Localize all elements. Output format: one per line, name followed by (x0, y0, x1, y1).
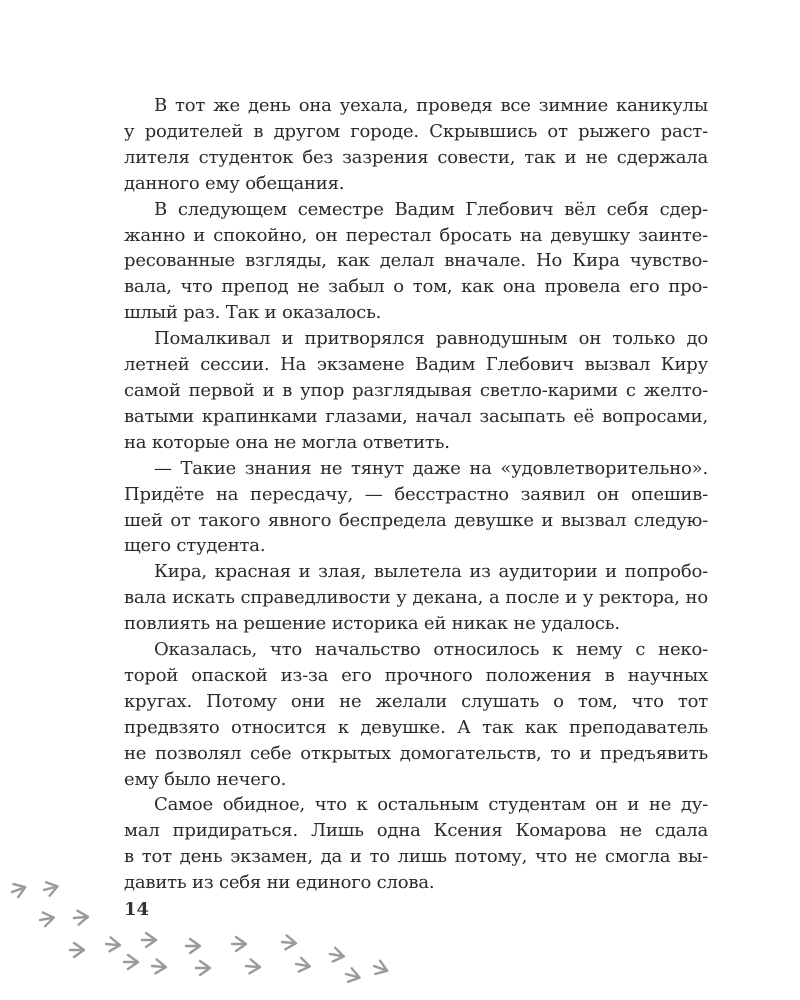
text-line: на которые она не могла ответить. (124, 431, 450, 453)
text-line: данного ему обещания. (124, 172, 345, 194)
bird-tracks-ornament (0, 870, 420, 1000)
bird-track-mark (142, 933, 156, 947)
text-line: Придёте на пересдачу, — бесстрастно заявил он опешив- (124, 483, 708, 505)
text-line: кругах. Потому они не желали слушать о том, что тот (124, 690, 708, 712)
paragraph (124, 456, 708, 560)
bird-track-mark (105, 937, 120, 952)
text-line: Самое обидное, что к остальным студентам он и не ду- (154, 794, 708, 816)
bird-track-mark (124, 955, 138, 969)
bird-track-mark (186, 939, 200, 953)
page-number: 14 (124, 899, 150, 920)
text-line: мал придираться. Лишь одна Ксения Комарова не сдала (124, 820, 708, 842)
text-line: В следующем семестре Вадим Глебович вёл себя сдер- (154, 198, 708, 220)
bird-track-mark (10, 881, 28, 899)
text-line: В тот же день она уехала, проведя все зимние каникулы (154, 95, 708, 116)
bird-track-mark (372, 959, 390, 977)
paragraph (124, 197, 708, 327)
text-line: не позволял себе открытых домогательств, то и предъявить (124, 742, 708, 764)
text-line: ему было нечего. (124, 768, 287, 790)
bird-track-mark (245, 959, 260, 974)
text-line: Кира, красная и злая, вылетела из аудитории и попробо- (154, 561, 708, 583)
body-text (124, 93, 708, 896)
text-line: предвзято относится к девушке. А так как преподаватель (124, 716, 708, 738)
text-line: торой опаской из-за его прочного положения в научных (124, 664, 708, 686)
paragraph (124, 637, 708, 792)
bird-track-mark (39, 911, 55, 927)
text-line: вала искать справедливости у декана, а после и у ректора, но (124, 587, 708, 609)
bird-track-mark (329, 947, 345, 963)
bird-track-mark (295, 957, 311, 973)
text-line: — Такие знания не тянут даже на «удовлетворительно». (154, 457, 708, 479)
bird-track-mark (196, 961, 210, 975)
bird-track-mark (151, 959, 166, 974)
text-line: летней сессии. На экзамене Вадим Глебович вызвал Киру (124, 354, 708, 376)
text-line: жанно и спокойно, он перестал бросать на девушку заинте- (124, 224, 708, 246)
text-line: вала, что препод не забыл о том, как она провела его про- (124, 276, 708, 298)
bird-track-mark (281, 935, 296, 950)
bird-track-mark (344, 967, 361, 984)
bird-track-mark (232, 937, 246, 951)
text-line: давить из себя ни единого слова. (124, 872, 435, 894)
text-line: шлый раз. Так и оказалось. (124, 302, 382, 324)
text-line: Помалкивал и притворялся равнодушным он только до (154, 328, 708, 350)
bird-track-mark (70, 943, 84, 957)
paragraph (124, 326, 708, 456)
bird-track-mark (42, 880, 59, 897)
text-line: самой первой и в упор разглядывая светло-карими с желто- (124, 379, 708, 401)
text-line: Оказалась, что начальство относилось к нему с неко- (154, 639, 708, 661)
text-line: шей от такого явного беспредела девушке и вызвал следую- (124, 509, 708, 531)
paragraph (124, 93, 708, 197)
paragraph (124, 559, 708, 637)
text-line: лителя студенток без зазрения совести, так и не сдержала (124, 146, 708, 168)
text-line: у родителей в другом городе. Скрывшись от рыжего раст- (124, 120, 708, 142)
text-line: ресованные взгляды, как делал вначале. Но Кира чувство- (124, 250, 708, 272)
text-line: повлиять на решение историка ей никак не удалось. (124, 613, 620, 635)
text-line: в тот день экзамен, да и то лишь потому, что не смогла вы- (124, 846, 708, 868)
text-line: ватыми крапинками глазами, начал засыпать её вопросами, (124, 405, 708, 427)
bird-track-mark (73, 910, 88, 925)
text-line: щего студента. (124, 535, 266, 557)
